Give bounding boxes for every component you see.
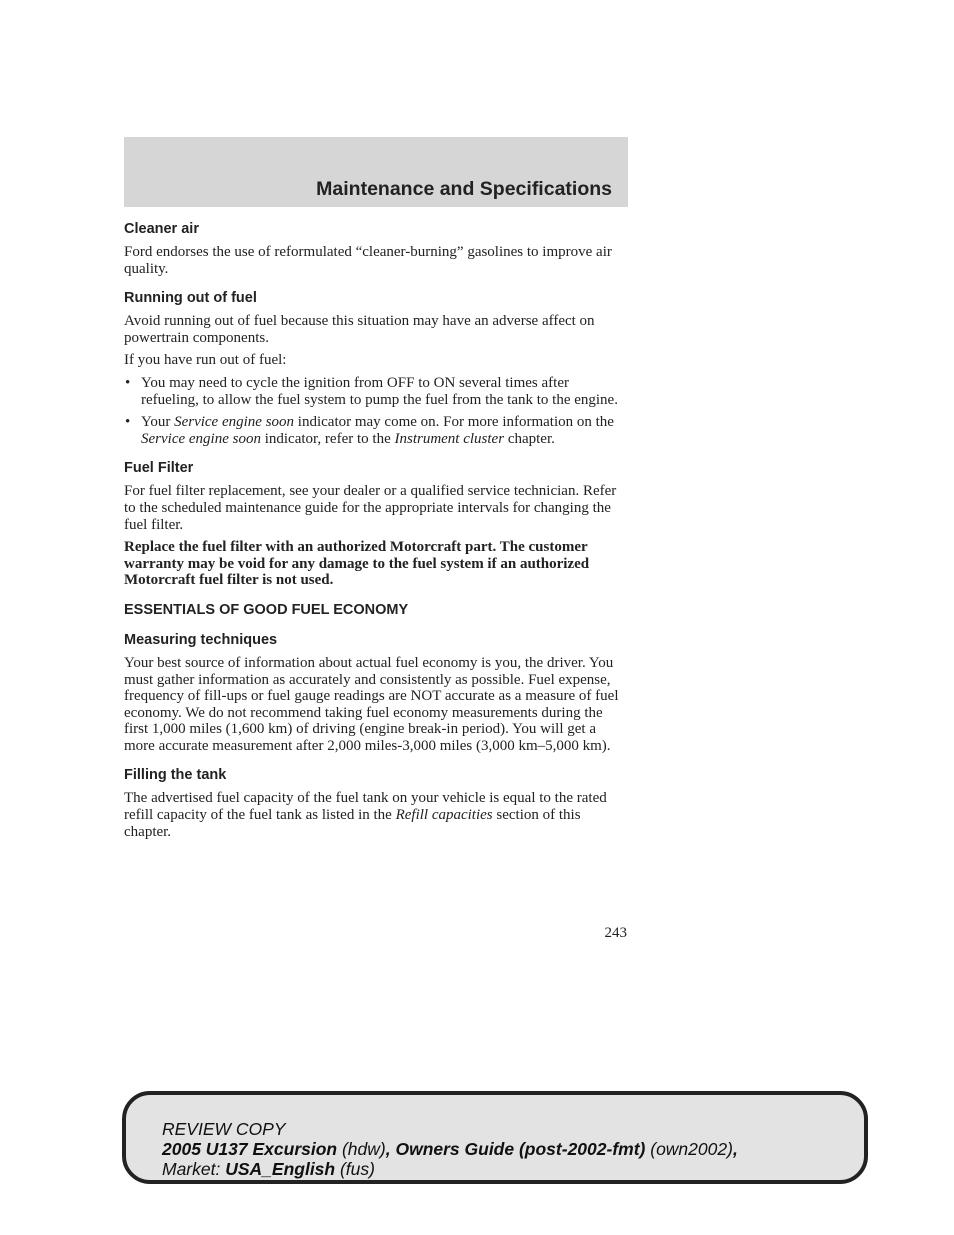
market-code: (fus) (335, 1159, 375, 1179)
page-number: 243 (604, 925, 627, 941)
page-title: Maintenance and Specifications (316, 178, 612, 200)
warning-fuel-filter: Replace the fuel filter with an authorized Motorcraft part. The customer warranty may be void for any damage to the fuel system if an authorized Motorcraft fuel filter is not used. (124, 539, 590, 589)
list-item-text: chapter. (504, 430, 555, 447)
bullet-marker: • (125, 374, 131, 391)
list-item-text: indicator may come on. For more information on the (294, 414, 614, 431)
list-item (124, 375, 630, 408)
list-item-text: You may need to cycle the ignition from OFF to ON several times after refueling, to allow the fuel system to pump the fuel from the tank to the engine. (141, 374, 618, 408)
heading-filling-the-tank: Filling the tank (124, 767, 227, 784)
heading-running-out-of-fuel: Running out of fuel (124, 290, 257, 307)
paragraph-running-out-1: Avoid running out of fuel because this situation may have an adverse affect on powertrain components. (124, 313, 595, 346)
heading-cleaner-air: Cleaner air (124, 221, 199, 237)
market-label: Market: (162, 1159, 226, 1179)
heading-fuel-filter: Fuel Filter (124, 460, 194, 477)
market-name: USA_English (225, 1159, 336, 1179)
italic-ref-service-engine-soon: Service engine soon (141, 430, 261, 447)
review-copy-model-line (162, 1139, 738, 1159)
italic-ref-instrument-cluster: Instrument cluster (394, 430, 505, 447)
paragraph-fuel-filter: For fuel filter replacement, see your dealer or a qualified service technician. Refer to the scheduled maintenance guide for the appropriate intervals for changing the fuel filter. (124, 483, 617, 533)
review-copy-box (122, 1091, 868, 1184)
review-copy-label: REVIEW COPY (162, 1119, 286, 1139)
heading-essentials: ESSENTIALS OF GOOD FUEL ECONOMY (124, 601, 409, 618)
list-item-text: indicator, refer to the (260, 430, 395, 447)
paragraph-cleaner-air: Ford endorses the use of reformulated “cleaner-burning” gasolines to improve air quality. (124, 244, 612, 277)
paragraph-text: The advertised fuel capacity of the fuel tank on your vehicle is equal to the rated refill capacity of the fuel tank as listed in the (124, 790, 607, 824)
list-item-text: Your (141, 414, 175, 431)
separator: , (385, 1139, 396, 1159)
model-name: 2005 U137 Excursion (162, 1139, 338, 1159)
list-item (124, 414, 630, 447)
bullet-marker: • (125, 414, 131, 431)
model-code: (hdw) (337, 1139, 386, 1159)
separator: , (732, 1139, 738, 1159)
paragraph-filling (124, 790, 630, 840)
header-band (124, 137, 628, 207)
bullet-list (124, 375, 630, 447)
heading-measuring-techniques: Measuring techniques (124, 631, 278, 648)
review-copy-market-line (162, 1159, 738, 1179)
italic-ref-refill-capacities: Refill capacities (395, 807, 493, 824)
guide-name: Owners Guide (post-2002-fmt) (395, 1139, 646, 1159)
paragraph-text: section of this chapter. (124, 807, 581, 840)
guide-code: (own2002) (645, 1139, 733, 1159)
italic-ref-service-engine-soon: Service engine soon (174, 414, 295, 431)
document-body (124, 220, 630, 846)
paragraph-running-out-2: If you have run out of fuel: (124, 352, 287, 369)
paragraph-measuring: Your best source of information about actual fuel economy is you, the driver. You must gather information as accurately and consistently as possible. Fuel expense, frequency of fill-ups or fuel gauge readings are NOT accurate as a measure of fuel economy. We do not recommend taking fuel economy measurements during the first 1,000 miles (1,600 km) of driving (engine break-in period). You will get a more accurate measurement after 2,000 miles-3,000 miles (3,000 km–5,000 km). (124, 654, 619, 754)
review-copy-text (162, 1119, 738, 1179)
